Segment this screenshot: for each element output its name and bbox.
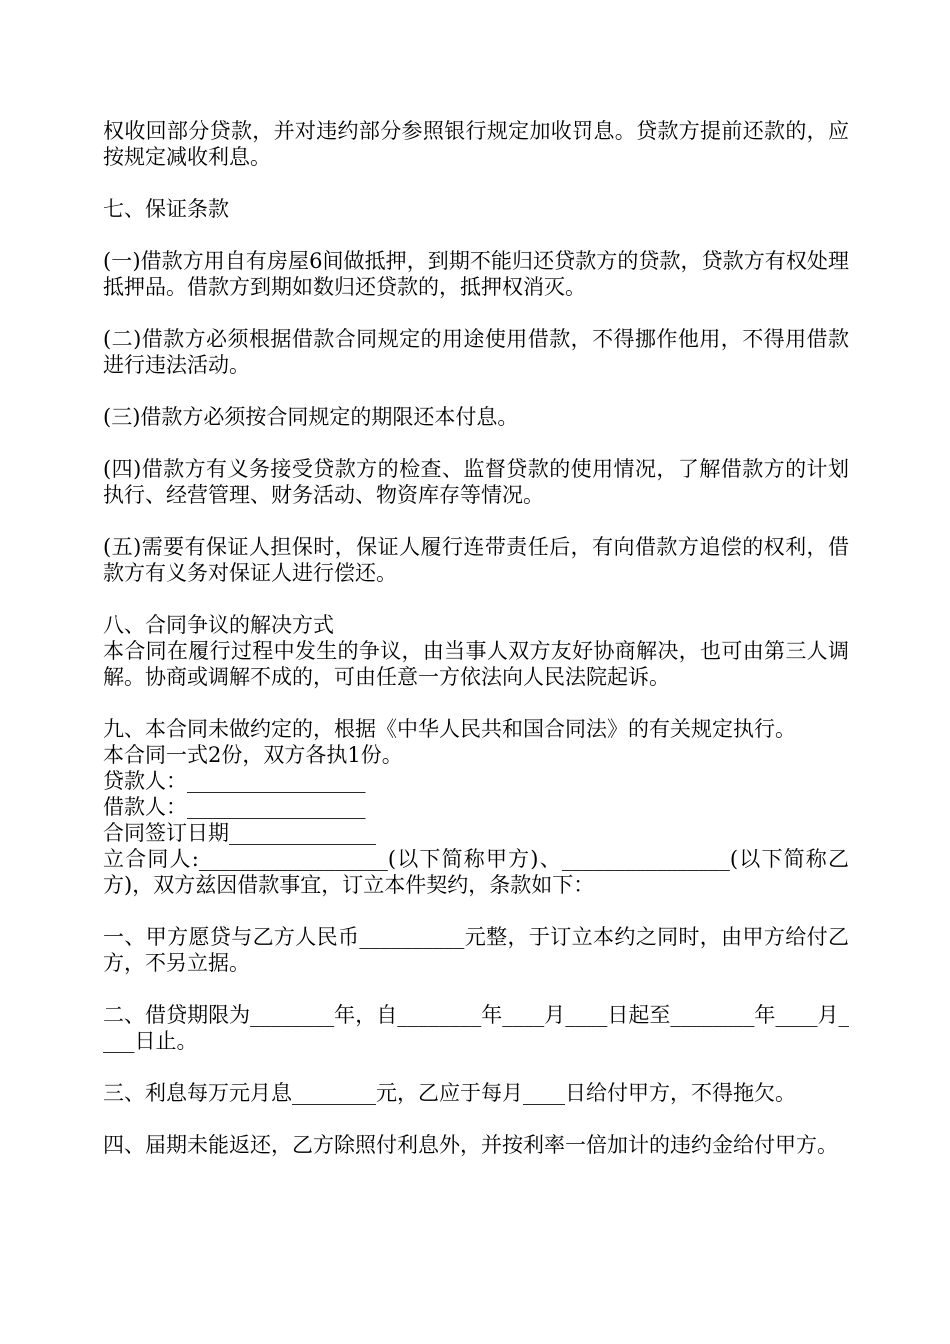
paragraph-dispute-resolution: 本合同在履行过程中发生的争议，由当事人双方友好协商解决，也可由第三人调解。协商或调解不成的，可由任意一方依法向人民法院起诉。: [103, 639, 849, 689]
clause-7-1-mortgage: (一)借款方用自有房屋6间做抵押，到期不能归还贷款方的贷款，贷款方有权处理抵押品。借款方到期如数归还贷款的，抵押权消灭。: [103, 249, 849, 299]
paragraph-copies: 本合同一式2份，双方各执1份。: [103, 743, 403, 767]
paragraph-repayment-note: 权收回部分贷款，并对违约部分参照银行规定加收罚息。贷款方提前还款的，应按规定减收利息。: [103, 119, 849, 169]
signature-date: 合同签订日期______________: [103, 821, 376, 845]
clause-2-loan-term: 二、借贷期限为________年，自________年____月____日起至________年____月____日止。: [103, 1003, 849, 1053]
clause-7-4-supervision: (四)借款方有义务接受贷款方的检查、监督贷款的使用情况，了解借款方的计划执行、经营管理、财务活动、物资库存等情况。: [103, 457, 849, 507]
clause-4-penalty: 四、届期未能返还，乙方除照付利息外，并按利率一倍加计的违约金给付甲方。: [103, 1133, 838, 1157]
clause-3-interest: 三、利息每万元月息________元，乙应于每月____日给付甲方，不得拖欠。: [103, 1081, 796, 1105]
heading-guarantee-clause: 七、保证条款: [103, 197, 229, 221]
clause-9-other: 九、本合同未做约定的，根据《中华人民共和国合同法》的有关规定执行。: [103, 717, 796, 741]
paragraph-contract-parties: 立合同人:__________________(以下简称甲方)、________________(以下简称乙方)，双方兹因借款事宜，订立本件契约，条款如下：: [103, 847, 849, 897]
clause-7-5-guarantor: (五)需要有保证人担保时，保证人履行连带责任后，有向借款方追偿的权利，借款方有义务对保证人进行偿还。: [103, 535, 849, 585]
document-body: [103, 118, 849, 1158]
signature-borrower: 借款人：_________________: [103, 795, 366, 819]
heading-dispute-resolution: 八、合同争议的解决方式: [103, 613, 334, 637]
clause-7-3-repayment: (三)借款方必须按合同规定的期限还本付息。: [103, 405, 519, 429]
signature-lender: 贷款人：_________________: [103, 769, 366, 793]
clause-1-loan-amount: 一、甲方愿贷与乙方人民币__________元整，于订立本约之同时，由甲方给付乙方，不另立据。: [103, 925, 849, 975]
clause-7-2-usage: (二)借款方必须根据借款合同规定的用途使用借款，不得挪作他用，不得用借款进行违法活动。: [103, 327, 849, 377]
